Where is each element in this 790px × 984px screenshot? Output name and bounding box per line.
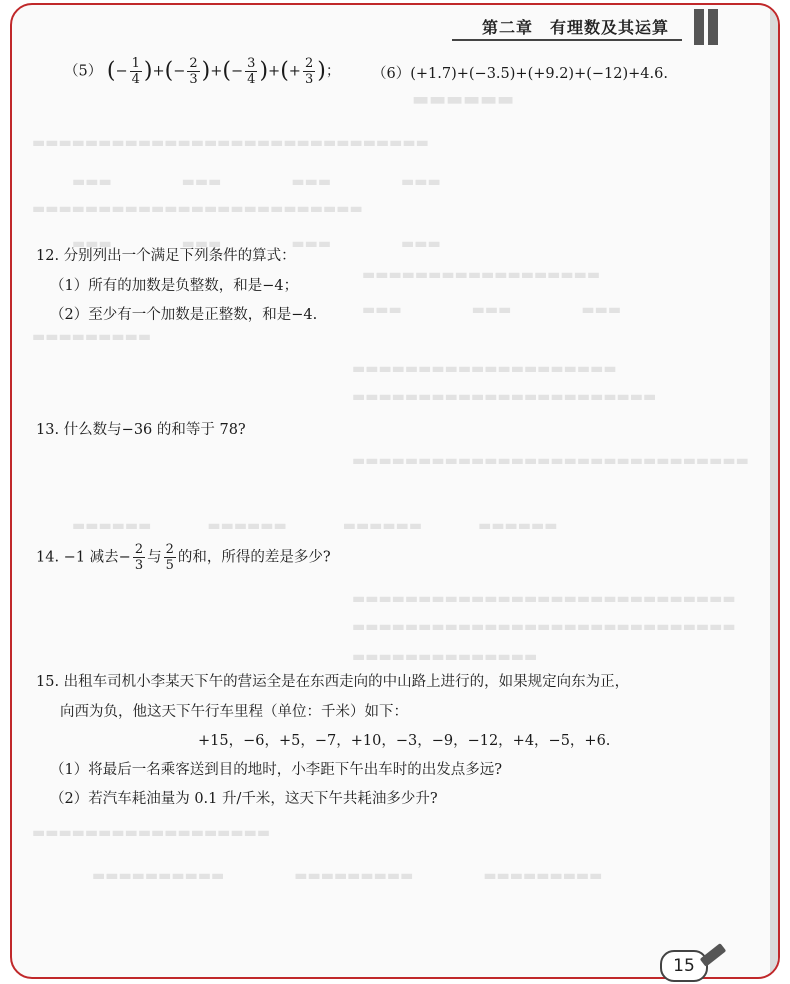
- side-strip: [770, 5, 778, 977]
- question-15-line: 15. 出租车司机小李某天下午的营运全是在东西走向的中山路上进行的，如果规定向东为正，: [36, 674, 630, 690]
- chapter-header: 第二章 有理数及其运算: [482, 18, 670, 37]
- question-13: 13. 什么数与−36 的和等于 78?: [36, 422, 246, 438]
- question-12-item: （2）至少有一个加数是正整数，和是−4.: [50, 307, 318, 323]
- question-12-title: 12. 分别列出一个满足下列条件的算式：: [36, 248, 296, 264]
- page-frame: 第二章 有理数及其运算 （5） (− $\frac{1}{4}$ )+(− $\frac{2}{3}$ )+(− $\frac{3}{4}$ )+(+ $\frac{2}{3}$ )； （6）(+1.7)+(−3.5)+(+9.2)+(−12)+4.6. ▬▬▬▬▬▬ ▬▬▬▬▬▬▬▬▬▬▬▬▬▬▬▬▬▬▬▬▬▬▬▬▬▬▬▬▬▬ ▬▬▬ ▬▬▬ ▬▬▬ ▬▬▬ ▬▬▬▬▬▬▬▬▬▬▬▬▬▬▬▬▬▬▬▬▬▬▬▬▬ ▬▬▬ ▬▬▬ ▬▬▬ ▬▬▬ ▬▬▬▬▬▬▬▬▬▬▬▬▬▬▬▬▬▬ ▬▬▬ ▬▬▬ ▬▬▬ ▬▬▬▬▬▬▬▬▬ ▬▬▬▬▬▬▬▬▬▬▬▬▬▬▬▬▬▬▬▬ ▬▬▬▬▬▬▬▬▬▬▬▬▬▬▬▬▬▬▬▬▬▬▬ ▬▬▬▬▬▬▬▬▬▬▬▬▬▬▬▬▬▬▬▬▬▬▬▬▬▬▬▬▬▬ ▬▬▬▬▬▬ ▬▬▬▬▬▬ ▬▬▬▬▬▬ ▬▬▬▬▬▬ ▬▬▬▬▬▬▬▬▬▬▬▬▬▬▬▬▬▬▬▬▬▬▬▬▬▬▬▬▬ ▬▬▬▬▬▬▬▬▬▬▬▬▬▬▬▬▬▬▬▬▬▬▬▬▬▬▬▬▬ ▬▬▬▬▬▬▬▬▬▬▬▬▬▬ ▬▬▬▬▬▬▬▬▬▬▬▬▬▬▬▬▬▬ ▬▬▬▬▬▬▬▬▬▬ ▬▬▬▬▬▬▬▬▬ ▬▬▬▬▬▬▬▬▬ 12. 分别列出一个满足下列条件的算式： （1）所有的加数是负整数，和是−4； （2）至少有一个加数是正整数，和是−4. 13. 什么数与−36 的和等于 78? 14. −1 减去− $\frac{2}{3}$ 与 $\frac{2}{5}$ 的和，所得的差是多少? 15. 出租车司机小李某天下午的营运全是在东西走向的中山路上进行的，如果规定向东为正， 向西为负，他这天下午行车里程（单位：千米）如下： +15，−6，+5，−7，+10，−3，−9，−12，+4，−5，+6. （1）将最后一名乘客送到目的地时，小李距下午出车时的出发点多远? （2）若汽车耗油量为 0.1 升/千米，这天下午共耗油多少升?: [10, 3, 780, 979]
- question-15-line: 向西为负，他这天下午行车里程（单位：千米）如下：: [60, 704, 408, 720]
- question-15-data: +15，−6，+5，−7，+10，−3，−9，−12，+4，−5，+6.: [198, 733, 611, 749]
- question-15-item: （1）将最后一名乘客送到目的地时，小李距下午出车时的出发点多远?: [50, 762, 502, 778]
- question-5: （5） (− $\frac{1}{4}$ )+(− $\frac{2}{3}$ )+(− $\frac{3}{4}$ )+(+ $\frac{2}{3}$ )；: [64, 56, 341, 87]
- question-6: （6）(+1.7)+(−3.5)+(+9.2)+(−12)+4.6.: [372, 66, 668, 82]
- page-number: 15: [660, 950, 708, 982]
- q5-label: （5）: [64, 63, 103, 80]
- question-14: 14. −1 减去− $\frac{2}{3}$ 与 $\frac{2}{5}$ 的和，所得的差是多少?: [36, 542, 331, 573]
- header-marker: [694, 9, 704, 45]
- question-12-item: （1）所有的加数是负整数，和是−4；: [50, 278, 299, 294]
- question-15-item: （2）若汽车耗油量为 0.1 升/千米，这天下午共耗油多少升?: [50, 791, 438, 807]
- header-marker: [708, 9, 718, 45]
